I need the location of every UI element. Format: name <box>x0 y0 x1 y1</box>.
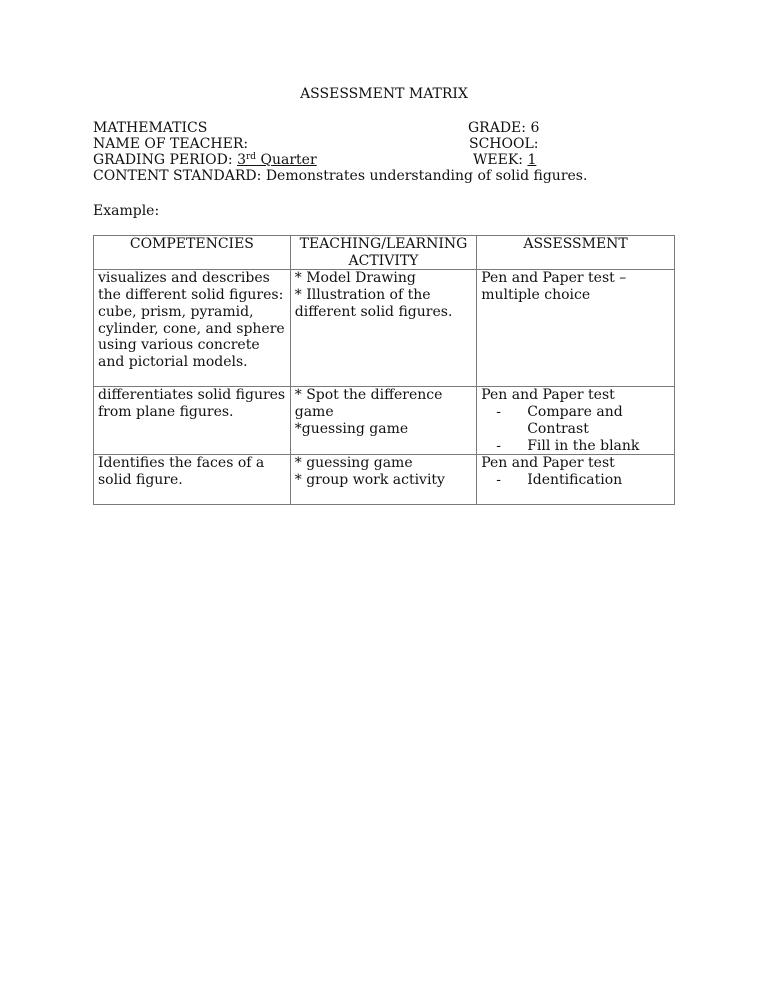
assessment-matrix-table <box>93 235 675 505</box>
assessment-main: Pen and Paper test <box>481 455 615 472</box>
assessment-item <box>481 438 670 455</box>
grade-label: GRADE: 6 <box>468 120 540 136</box>
table-row <box>94 387 675 455</box>
grading-period-number: 3 <box>237 152 246 168</box>
assessment-cell <box>477 270 675 387</box>
example-label: Example: <box>93 203 160 219</box>
table-header-row <box>94 236 675 270</box>
assessment-item-text: Compare and Contrast <box>527 404 623 437</box>
grading-period <box>93 152 317 169</box>
document-title: ASSESSMENT MATRIX <box>300 86 468 102</box>
header-competencies: COMPETENCIES <box>94 236 291 270</box>
activity-line: *guessing game <box>294 420 409 437</box>
subject-label: MATHEMATICS <box>93 120 208 136</box>
competency-cell: Identifies the faces of a solid figure. <box>94 455 291 505</box>
activity-line: * group work activity <box>294 471 445 488</box>
school-label: SCHOOL: <box>469 136 539 152</box>
activity-cell <box>290 455 476 505</box>
competency-cell: visualizes and describes the different solid figures: cube, prism, pyramid, cylinder, cone, and sphere using various concrete and pictorial models. <box>94 270 291 387</box>
assessment-cell <box>477 387 675 455</box>
activity-line: * Model Drawing <box>294 270 416 287</box>
assessment-item <box>481 472 670 489</box>
activity-line: * Spot the difference game <box>294 387 443 421</box>
grading-period-suffix: rd <box>245 152 257 162</box>
assessment-item-text: Identification <box>527 471 623 488</box>
table-row <box>94 455 675 505</box>
assessment-item-text: Fill in the blank <box>527 437 640 454</box>
assessment-cell <box>477 455 675 505</box>
header-assessment: ASSESSMENT <box>477 236 675 270</box>
competency-cell: differentiates solid figures from plane figures. <box>94 387 291 455</box>
assessment-main: Pen and Paper test <box>481 387 615 404</box>
week <box>473 152 536 169</box>
dash-bullet-icon: - <box>496 404 501 421</box>
activity-line: * guessing game <box>294 455 413 472</box>
week-value: 1 <box>527 152 537 168</box>
dash-bullet-icon: - <box>496 471 501 488</box>
assessment-items-list <box>481 472 670 489</box>
header-teaching-learning-activity: TEACHING/LEARNING ACTIVITY <box>290 236 476 270</box>
week-label: WEEK: <box>473 152 528 168</box>
table-row <box>94 270 675 387</box>
activity-cell <box>290 270 476 387</box>
assessment-items-list <box>481 404 670 454</box>
dash-bullet-icon: - <box>496 437 501 454</box>
grading-period-value <box>237 152 317 168</box>
teacher-label: NAME OF TEACHER: <box>93 136 249 152</box>
grading-period-label: GRADING PERIOD: <box>93 152 238 168</box>
activity-cell <box>290 387 476 455</box>
assessment-item <box>481 404 670 437</box>
activity-line: * Illustration of the different solid figures. <box>294 287 453 320</box>
assessment-main: Pen and Paper test – multiple choice <box>481 270 627 304</box>
grading-period-quarter: Quarter <box>256 152 317 168</box>
content-standard: CONTENT STANDARD: Demonstrates understanding of solid figures. <box>93 168 588 184</box>
